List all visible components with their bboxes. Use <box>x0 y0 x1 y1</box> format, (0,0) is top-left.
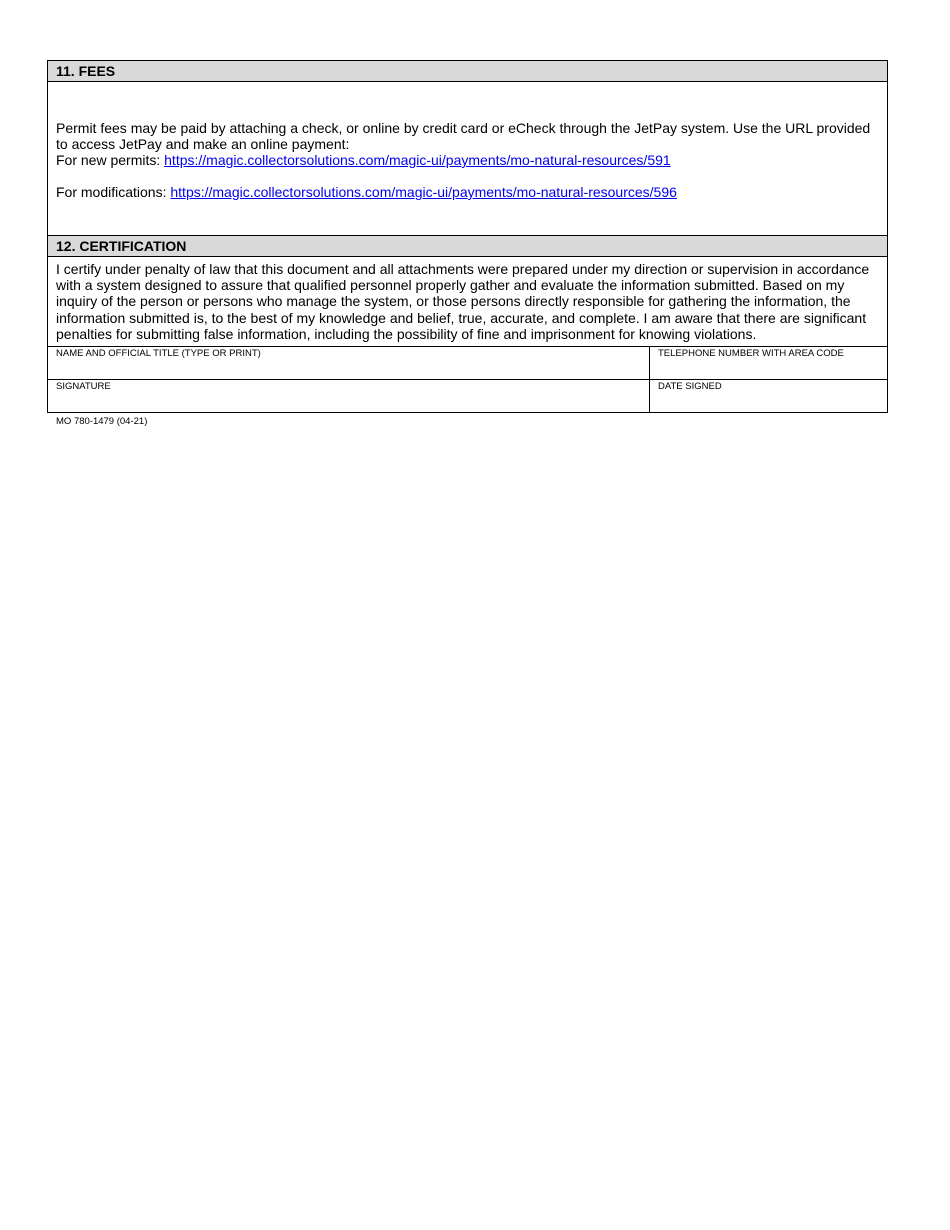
certification-header-text: 12. CERTIFICATION <box>56 238 187 254</box>
modifications-payment-link[interactable]: https://magic.collectorsolutions.com/magic-ui/payments/mo-natural-resources/596 <box>170 184 677 200</box>
signature-label: SIGNATURE <box>56 381 111 392</box>
name-telephone-row <box>48 347 887 380</box>
fees-section-header <box>48 61 887 82</box>
new-permits-payment-link[interactable]: https://magic.collectorsolutions.com/magic-ui/payments/mo-natural-resources/591 <box>164 152 671 168</box>
certification-section-header <box>48 236 887 257</box>
date-signed-field[interactable] <box>650 380 887 412</box>
fees-intro-text: Permit fees may be paid by attaching a check, or online by credit card or eCheck through the JetPay system. Use the URL provided to access JetPay and make an online payment: <box>56 120 871 152</box>
telephone-field[interactable] <box>650 347 887 379</box>
spacer <box>56 168 879 184</box>
signature-field[interactable] <box>48 380 650 412</box>
telephone-label: TELEPHONE NUMBER WITH AREA CODE <box>658 348 844 359</box>
certification-statement: I certify under penalty of law that this document and all attachments were prepared under my direction or supervision in accordance with a system designed to assure that qualified personnel properly gather and evaluate the information submitted. Based on my inquiry of the person or persons who manage the system, or those persons directly responsible for gathering the information, the information submitted is, to the best of my knowledge and belief, true, accurate, and complete. I am aware that there are significant penalties for submitting false information, including the possibility of fine and imprisonment for knowing violations. <box>48 257 887 347</box>
name-title-label: NAME AND OFFICIAL TITLE (TYPE OR PRINT) <box>56 348 261 359</box>
date-signed-label: DATE SIGNED <box>658 381 722 392</box>
new-permits-label: For new permits: <box>56 152 165 168</box>
fees-section-body <box>48 82 887 236</box>
permit-form <box>47 60 888 413</box>
form-number: MO 780-1479 (04-21) <box>56 416 148 427</box>
new-permits-line <box>56 152 879 168</box>
modifications-label: For modifications: <box>56 184 171 200</box>
fees-header-text: 11. FEES <box>56 63 116 79</box>
modifications-line <box>56 184 879 200</box>
name-title-field[interactable] <box>48 347 650 379</box>
signature-date-row <box>48 380 887 413</box>
